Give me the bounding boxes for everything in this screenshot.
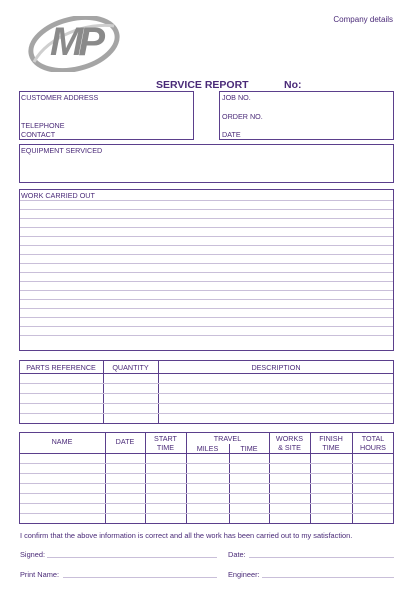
- parts-row-line[interactable]: [20, 413, 393, 414]
- signed-label: Signed:: [20, 550, 46, 559]
- work-line[interactable]: [20, 335, 393, 336]
- order-no-label: ORDER NO.: [222, 112, 263, 121]
- page-title: SERVICE REPORT: [156, 79, 249, 91]
- work-carried-out-label: WORK CARRIED OUT: [21, 191, 95, 200]
- work-line[interactable]: [20, 290, 393, 291]
- works-header: WORKS: [275, 434, 304, 443]
- time-row-line[interactable]: [20, 483, 393, 484]
- job-no-label: JOB NO.: [222, 93, 251, 102]
- engineer-line[interactable]: [262, 577, 394, 578]
- finish-header: FINISH: [319, 434, 343, 443]
- miles-header: MILES: [196, 444, 219, 453]
- date-line[interactable]: [249, 557, 394, 558]
- work-line[interactable]: [20, 218, 393, 219]
- date-signature-label: Date:: [228, 550, 246, 559]
- finish-time-header: TIME: [322, 443, 340, 452]
- work-line[interactable]: [20, 245, 393, 246]
- work-line[interactable]: [20, 200, 393, 201]
- description-header: DESCRIPTION: [251, 363, 301, 372]
- total-header: TOTAL: [361, 434, 385, 443]
- quantity-header: QUANTITY: [112, 363, 149, 372]
- time-row-line[interactable]: [20, 513, 393, 514]
- time-row-line[interactable]: [20, 463, 393, 464]
- report-number-label: No:: [284, 79, 302, 91]
- work-line[interactable]: [20, 308, 393, 309]
- work-line[interactable]: [20, 272, 393, 273]
- date-header: DATE: [115, 437, 135, 446]
- parts-row-line[interactable]: [20, 403, 393, 404]
- start-header: START: [154, 434, 177, 443]
- site-header: & SITE: [278, 443, 301, 452]
- work-line[interactable]: [20, 236, 393, 237]
- work-line[interactable]: [20, 326, 393, 327]
- engineer-label: Engineer:: [228, 570, 260, 579]
- travel-header: TRAVEL: [213, 434, 242, 443]
- telephone-label: TELEPHONE: [21, 121, 65, 130]
- time-row-line[interactable]: [20, 473, 393, 474]
- parts-row-line[interactable]: [20, 383, 393, 384]
- print-name-line[interactable]: [63, 577, 217, 578]
- work-line[interactable]: [20, 209, 393, 210]
- work-line[interactable]: [20, 299, 393, 300]
- logo-lettering: MP: [50, 20, 100, 64]
- work-line[interactable]: [20, 317, 393, 318]
- confirmation-statement: I confirm that the above information is correct and all the work has been carried out to my satisfaction.: [20, 531, 353, 540]
- work-line[interactable]: [20, 263, 393, 264]
- hours-header: HOURS: [360, 443, 386, 452]
- print-name-label: Print Name:: [20, 570, 60, 579]
- time-row-line[interactable]: [20, 503, 393, 504]
- parts-row-line[interactable]: [20, 393, 393, 394]
- name-header: NAME: [51, 437, 73, 446]
- date-field-label: DATE: [222, 130, 241, 139]
- signed-line[interactable]: [47, 557, 217, 558]
- travel-time-header: TIME: [240, 444, 258, 453]
- time-row-line[interactable]: [20, 493, 393, 494]
- customer-address-label: CUSTOMER ADDRESS: [21, 93, 99, 102]
- company-logo: [28, 16, 120, 72]
- work-line[interactable]: [20, 254, 393, 255]
- start-time-header: TIME: [156, 443, 175, 452]
- parts-reference-header: PARTS REFERENCE: [26, 363, 96, 372]
- work-line[interactable]: [20, 227, 393, 228]
- equipment-serviced-label: EQUIPMENT SERVICED: [21, 146, 103, 155]
- company-details: Company details: [333, 15, 393, 24]
- contact-label: CONTACT: [21, 130, 56, 139]
- work-line[interactable]: [20, 281, 393, 282]
